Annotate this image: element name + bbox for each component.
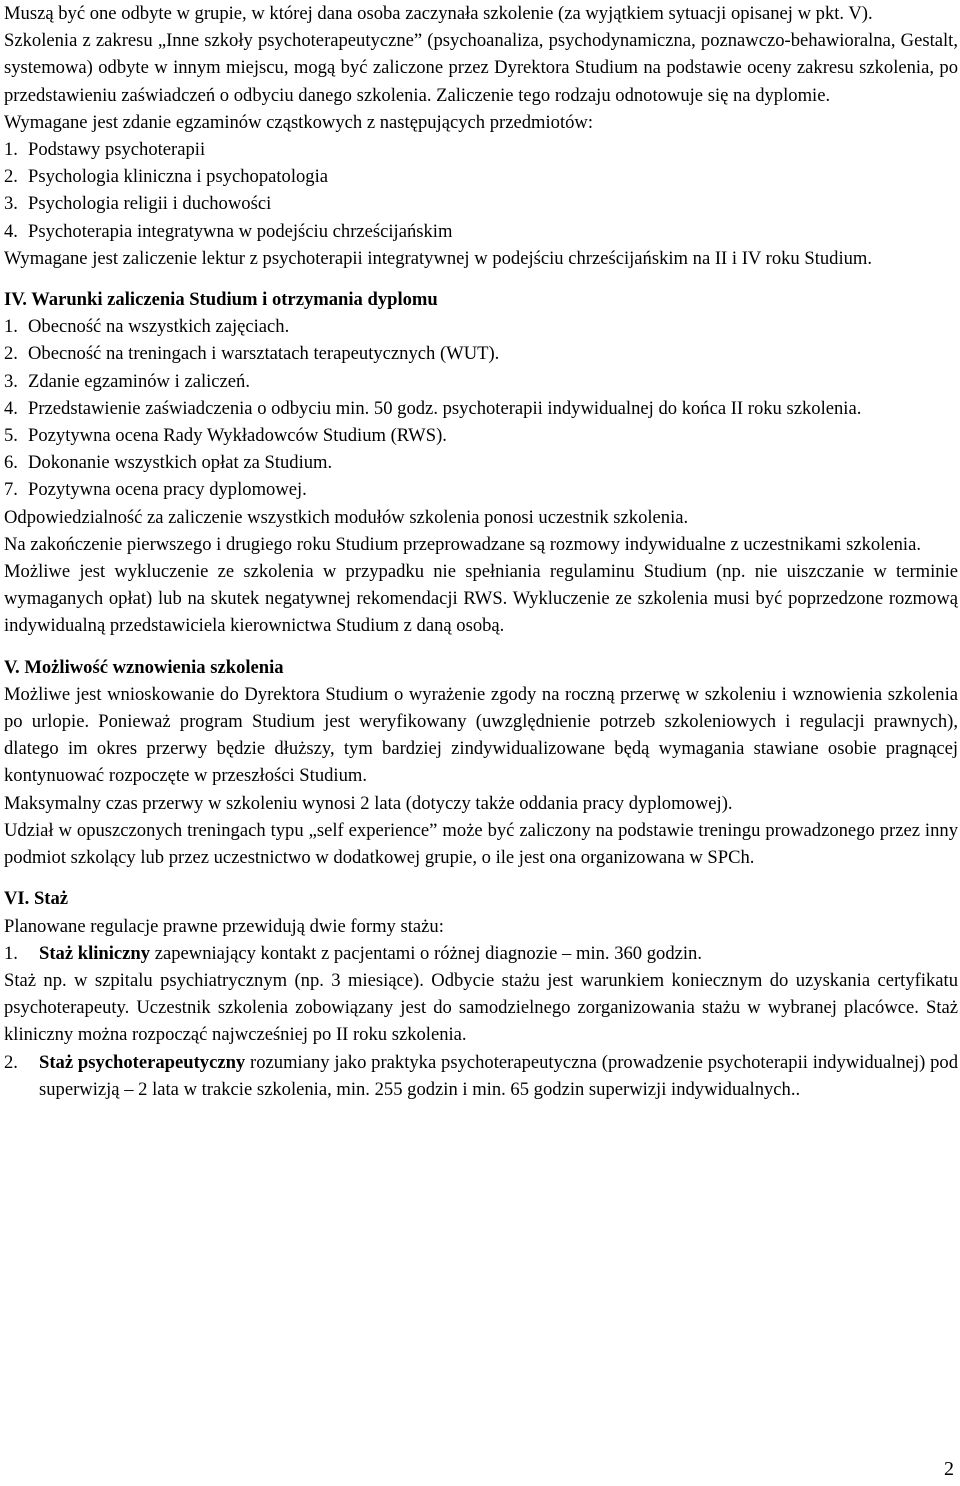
list-item: 5. Pozytywna ocena Rady Wykładowców Studium (RWS).: [4, 425, 447, 447]
section-6-heading: VI. Staż: [4, 888, 69, 910]
list-item: 7. Pozytywna ocena pracy dyplomowej.: [4, 479, 307, 501]
intro-paragraph-3: Wymagane jest zdanie egzaminów cząstkowych z następujących przedmiotów:: [4, 111, 593, 133]
exams-list: [4, 136, 958, 245]
list-item: 2. Psychologia kliniczna i psychopatologia: [4, 166, 329, 188]
section-5-heading: V. Możliwość wznowienia szkolenia: [4, 656, 284, 678]
section-4-paragraph-2: Na zakończenie pierwszego i drugiego roku Studium przeprowadzane są rozmowy indywidualne z uczestnikami szkolenia.: [4, 533, 921, 555]
list-item: 4. Psychoterapia integratywna w podejściu chrześcijańskim: [4, 220, 453, 242]
section-6-item-1-detail: Staż np. w szpitalu psychiatrycznym (np. 3 miesiące). Odbycie stażu jest warunkiem koniecznym do uzyskania certyfikatu psychoterapeuty. Uczestnik szkolenia zobowiązany jest do samodzielnego zorganizowania stażu w wybranej placówce. Staż kliniczny można rozpocząć najwcześniej po II roku szkolenia.: [4, 969, 958, 1046]
section-5-paragraph-2: Maksymalny czas przerwy w szkoleniu wynosi 2 lata (dotyczy także oddania pracy dyplomowej).: [4, 792, 733, 814]
section-5-paragraph-3: Udział w opuszczonych treningach typu „self experience” może być zaliczony na podstawie treningu prowadzonego przez inny podmiot szkolący lub przez uczestnictwo w dodatkowej grupie, o ile jest ona organizowana w SPCh.: [4, 819, 958, 869]
section-6-intro: Planowane regulacje prawne przewidują dwie formy stażu:: [4, 915, 444, 937]
list-item: 6. Dokonanie wszystkich opłat za Studium.: [4, 452, 333, 474]
intro-paragraph-1: Muszą być one odbyte w grupie, w której dana osoba zaczynała szkolenie (za wyjątkiem sytuacji opisanej w pkt. V).: [4, 3, 873, 24]
document-page: [4, 0, 958, 1103]
section-4-paragraph-1: Odpowiedzialność za zaliczenie wszystkich modułów szkolenia ponosi uczestnik szkolenia.: [4, 506, 689, 528]
lectures-paragraph: Wymagane jest zaliczenie lektur z psychoterapii integratywnej w podejściu chrześcijańskim na II i IV roku Studium.: [4, 247, 873, 269]
list-item: 1. Podstawy psychoterapii: [4, 139, 206, 161]
section-5-paragraph-1: Możliwe jest wnioskowanie do Dyrektora Studium o wyrażenie zgody na roczną przerwę w szkoleniu i wznowienia szkolenia po urlopie. Ponieważ program Studium jest weryfikowany (uwzględnienie potrzeb szkoleniowych i regulacji prawnych), dlatego im okres przerwy będzie dłuższy, tym bardziej zindywidualizowane będą wymagania stawiane osobie pragnącej kontynuować rozpoczęte w przeszłości Studium.: [4, 683, 958, 787]
list-item: 3. Psychologia religii i duchowości: [4, 193, 272, 215]
list-item: 2. Obecność na treningach i warsztatach terapeutycznych (WUT).: [4, 343, 500, 365]
list-item: 1. Obecność na wszystkich zajęciach.: [4, 316, 290, 338]
intro-paragraph-2: Szkolenia z zakresu „Inne szkoły psychoterapeutyczne” (psychoanaliza, psychodynamiczna, poznawczo-behawioralna, Gestalt, systemowa) odbyte w innym miejscu, mogą być zaliczone przez Dyrektora Studium na podstawie oceny zakresu szkolenia, po przedstawieniu zaświadczeń o odbyciu danego szkolenia. Zaliczenie tego rodzaju odnotowuje się na dyplomie.: [4, 30, 958, 106]
section-6-item-1: 1. Staż kliniczny zapewniający kontakt z pacjentami o różnej diagnozie – min. 360 godzin.: [4, 942, 703, 964]
page-number: 2: [944, 1458, 954, 1480]
section-4-heading: IV. Warunki zaliczenia Studium i otrzymania dyplomu: [4, 289, 438, 311]
list-item: 4. Przedstawienie zaświadczenia o odbyciu min. 50 godz. psychoterapii indywidualnej do końca II roku szkolenia.: [4, 397, 862, 419]
section-4-paragraph-3: Możliwe jest wykluczenie ze szkolenia w przypadku nie spełniania regulaminu Studium (np. nie uiszczanie w terminie wymaganych opłat) lub na skutek negatywnej rekomendacji RWS. Wykluczenie ze szkolenia musi być poprzedzone rozmową indywidualną przedstawiciela kierownictwa Studium z daną osobą.: [4, 561, 958, 637]
section-6-item-2: 2. Staż psychoterapeutyczny rozumiany jako praktyka psychoterapeutyczna (prowadzenie psychoterapii indywidualnej) pod superwizją – 2 lata w trakcie szkolenia, min. 255 godzin i min. 65 godzin superwizji indywidualnych..: [4, 1051, 958, 1100]
list-item: 3. Zdanie egzaminów i zaliczeń.: [4, 370, 250, 392]
section-4-list: [4, 313, 958, 503]
